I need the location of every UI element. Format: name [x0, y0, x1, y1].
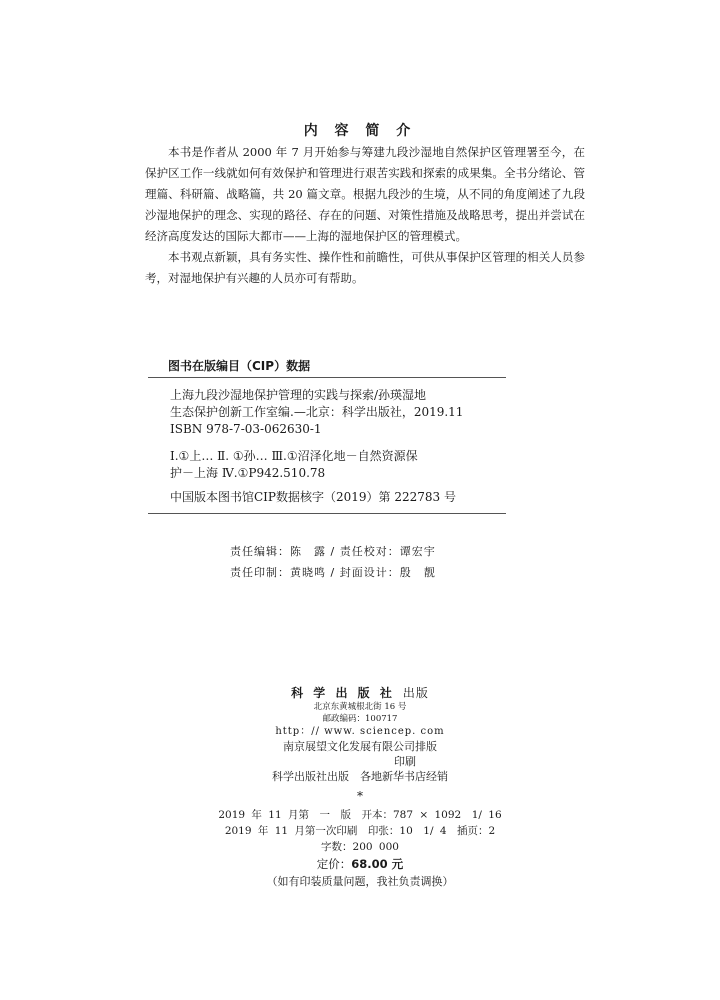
editors-block	[230, 541, 436, 583]
publisher-logo-text: 科 学 出 版 社	[291, 686, 395, 700]
typesetter: 南京展望文化发展有限公司排版	[283, 740, 437, 753]
publisher-postcode: 邮政编码：100717	[322, 714, 398, 724]
price-value: 68.00 元	[351, 857, 404, 871]
publisher-name-suffix: 出版	[402, 686, 429, 700]
intro-paragraph: 本书是作者从 2000 年 7 月开始参与筹建九段沙湿地自然保护区管理署至今，在保护区工作一线就如何有效保护和管理进行艰苦实践和探索的成果集。全书分绪论、管理篇、科研篇、战略篇，共 20 篇文章。根据九段沙的生境，从不同的角度阐述了九段沙湿地保护的理念、实现的路径、存在的问题、对策性措施及战略思考，提出并尝试在经济高度发达的国际大都市——上海的湿地保护区的管理模式。	[145, 145, 585, 243]
separator-star: *	[357, 789, 363, 803]
cip-line: Ⅰ.①上… Ⅱ. ①孙… Ⅲ.①沼泽化地－自然资源保	[170, 449, 418, 463]
cip-line: 生态保护创新工作室编.—北京：科学出版社，2019.11	[170, 405, 464, 419]
distribution: 科学出版社出版 各地新华书店经销	[272, 770, 448, 783]
editor-line: 责任印制：黄晓鸣 / 封面设计：殷 靓	[230, 566, 436, 579]
quality-note: （如有印装质量问题，我社负责调换）	[266, 875, 454, 888]
publisher-block	[0, 684, 720, 891]
intro-title: 内 容 简 介	[303, 123, 417, 139]
intro-body	[145, 142, 585, 289]
price-label: 定价：	[316, 857, 352, 871]
cip-line: 护－上海 Ⅳ.①P942.510.78	[170, 466, 326, 480]
edition-info: 2019 年 11 月第 一 版 开本：787 × 1092 1/ 16	[218, 809, 502, 821]
intro-paragraph: 本书观点新颖，具有务实性、操作性和前瞻性，可供从事保护区管理的相关人员参考，对湿地保护有兴趣的人员亦可有帮助。	[145, 250, 585, 285]
price	[0, 855, 720, 873]
printer: 印刷	[394, 755, 416, 768]
cip-footer: 中国版本图书馆CIP数据核字（2019）第 222783 号	[170, 490, 456, 504]
printing-info: 2019 年 11 月第一次印刷 印张：10 1/ 4 插页：2	[224, 825, 496, 837]
cip-top-rule	[148, 377, 506, 378]
publisher-name	[0, 684, 720, 701]
editor-line: 责任编辑：陈 露 / 责任校对：谭宏宇	[230, 545, 436, 558]
publisher-address: 北京东黄城根北街 16 号	[313, 702, 407, 712]
cip-body	[170, 387, 500, 482]
cip-line: 上海九段沙湿地保护管理的实践与探索/孙瑛湿地	[170, 388, 427, 402]
cip-bottom-rule	[148, 513, 506, 514]
publisher-url: http：// www. sciencep. com	[275, 726, 445, 737]
word-count: 字数：200 000	[321, 841, 399, 853]
cip-title: 图书在版编目（CIP）数据	[168, 359, 311, 373]
cip-isbn: ISBN 978-7-03-062630-1	[170, 422, 322, 436]
